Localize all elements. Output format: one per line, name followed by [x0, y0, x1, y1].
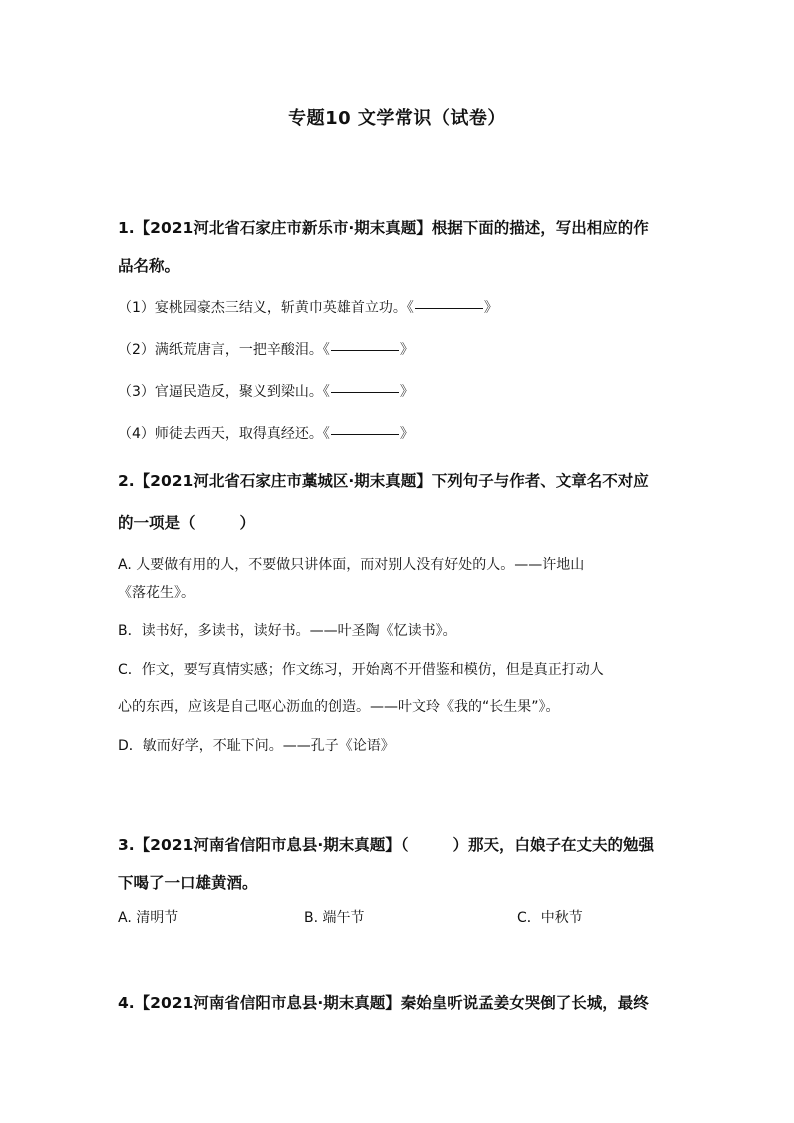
answer-blank[interactable] — [331, 433, 399, 435]
option-a-line1: A. 人要做有用的人，不要做只讲体面，而对别人没有好处的人。——许地山 — [118, 557, 585, 573]
question-1-item-4: （4）师徒去西天，取得真经还。《 》 — [118, 426, 414, 442]
option-a: A. 清明节 — [118, 910, 179, 926]
answer-blank[interactable] — [331, 391, 399, 393]
question-1 — [118, 209, 683, 455]
question-2-title-line2: 的一项是（ ） — [118, 514, 256, 532]
question-3 — [118, 826, 683, 932]
option-c-line1: C．作文，要写真情实感；作文练习，开始离不开借鉴和模仿，但是真正打动人 — [118, 662, 604, 678]
question-1-title-line2: 品名称。 — [118, 257, 181, 275]
option-b: B. 端午节 — [304, 910, 365, 926]
question-1-item-2: （2）满纸荒唐言，一把辛酸泪。《 》 — [118, 342, 414, 358]
page-title: 专题10 文学常识（试卷） — [288, 108, 506, 129]
question-4-title-line1: 4.【2021河南省信阳市息县·期末真题】秦始皇听说孟姜女哭倒了长城，最终 — [118, 994, 649, 1012]
question-4 — [118, 984, 683, 1022]
question-1-title-line1: 1.【2021河北省石家庄市新乐市·期末真题】根据下面的描述，写出相应的作 — [118, 219, 649, 237]
option-c: C．中秋节 — [517, 910, 583, 926]
answer-blank[interactable] — [331, 349, 399, 351]
question-2-title-line1: 2.【2021河北省石家庄市藁城区·期末真题】下列句子与作者、文章名不对应 — [118, 472, 649, 490]
question-2 — [118, 462, 683, 760]
question-1-item-1: （1）宴桃园豪杰三结义，斩黄巾英雄首立功。《 》 — [118, 300, 498, 316]
answer-blank[interactable] — [415, 307, 483, 309]
option-a-line2: 《落花生》。 — [118, 585, 195, 601]
option-c-line2: 心的东西，应该是自己呕心沥血的创造。——叶文玲《我的“长生果”》。 — [118, 699, 560, 715]
option-b: B．读书好，多读书，读好书。——叶圣陶《忆读书》。 — [118, 623, 457, 639]
option-d: D．敏而好学，不耻下问。——孔子《论语》 — [118, 738, 395, 754]
question-1-item-3: （3）官逼民造反，聚义到梁山。《 》 — [118, 384, 414, 400]
question-3-options — [118, 904, 683, 932]
question-3-title-line2: 下喝了一口雄黄酒。 — [118, 874, 258, 892]
question-3-title-line1: 3.【2021河南省信阳市息县·期末真题】（ ）那天，白娘子在丈夫的勉强 — [118, 836, 654, 854]
